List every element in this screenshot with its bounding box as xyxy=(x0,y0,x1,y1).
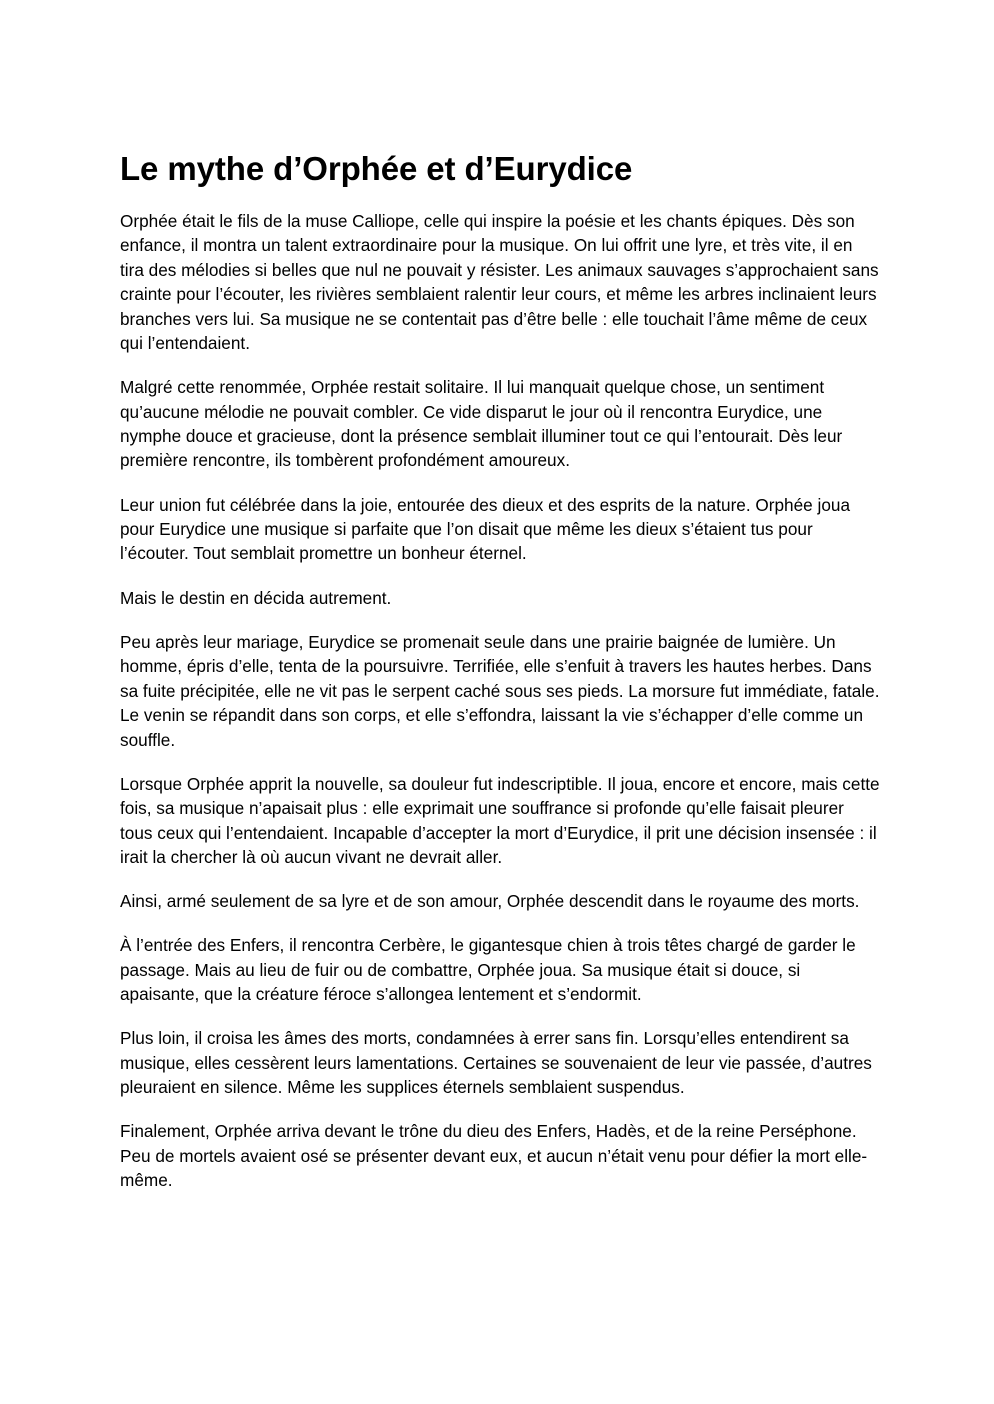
paragraph: Finalement, Orphée arriva devant le trône du dieu des Enfers, Hadès, et de la reine Perséphone. Peu de mortels avaient osé se présenter devant eux, et aucun n’était venu pour défier la mort elle-même. xyxy=(120,1121,868,1191)
paragraph: Leur union fut célébrée dans la joie, entourée des dieux et des esprits de la nature. Orphée joua pour Eurydice une musique si parfaite que l’on disait que même les dieux s’étaient tus pour l’écouter. Tout semblait promettre un bonheur éternel. xyxy=(120,494,850,564)
document-page xyxy=(120,148,880,1212)
paragraph: Mais le destin en décida autrement. xyxy=(120,587,392,608)
paragraph: Lorsque Orphée apprit la nouvelle, sa douleur fut indescriptible. Il joua, encore et encore, mais cette fois, sa musique n’apaisait plus : elle exprimait une souffrance si profonde qu’elle faisait pleurer tous ceux qui l’entendaient. Incapable d’accepter la mort d’Eurydice, il prit une décision insensée : il irait la chercher là où aucun vivant ne devrait aller. xyxy=(120,773,880,867)
paragraph: Peu après leur mariage, Eurydice se promenait seule dans une prairie baignée de lumière. Un homme, épris d’elle, tenta de la poursuivre. Terrifiée, elle s’enfuit à travers les hautes herbes. Dans sa fuite précipitée, elle ne vit pas le serpent caché sous ses pieds. La morsure fut immédiate, fatale. Le venin se répandit dans son corps, et elle s’effondra, laissant la vie s’échapper d’elle comme un souffle. xyxy=(120,631,880,750)
paragraph: Plus loin, il croisa les âmes des morts, condamnées à errer sans fin. Lorsqu’elles entendirent sa musique, elles cessèrent leurs lamentations. Certaines se souvenaient de leur vie passée, d’autres pleuraient en silence. Même les supplices éternels semblaient suspendus. xyxy=(120,1028,872,1098)
paragraph: Orphée était le fils de la muse Calliope, celle qui inspire la poésie et les chants épiques. Dès son enfance, il montra un talent extraordinaire pour la musique. On lui offrit une lyre, et très vite, il en tira des mélodies si belles que nul ne pouvait y résister. Les animaux sauvages s’approchaient sans crainte pour l’écouter, les rivières semblaient ralentir leur cours, et même les arbres inclinaient leurs branches vers lui. Sa musique ne se contentait pas d’être belle : elle touchait l’âme même de ceux qui l’entendaient. xyxy=(120,211,879,354)
paragraph: Malgré cette renommée, Orphée restait solitaire. Il lui manquait quelque chose, un sentiment qu’aucune mélodie ne pouvait combler. Ce vide disparut le jour où il rencontra Eurydice, une nymphe douce et gracieuse, dont la présence semblait illuminer tout ce qui l’entourait. Dès leur première rencontre, ils tombèrent profondément amoureux. xyxy=(120,377,843,471)
document-title: Le mythe d’Orphée et d’Eurydice xyxy=(120,150,633,187)
paragraph: Ainsi, armé seulement de sa lyre et de son amour, Orphée descendit dans le royaume des morts. xyxy=(120,891,860,912)
paragraph: À l’entrée des Enfers, il rencontra Cerbère, le gigantesque chien à trois têtes chargé de garder le passage. Mais au lieu de fuir ou de combattre, Orphée joua. Sa musique était si douce, si apaisante, que la créature féroce s’allongea lentement et s’endormit. xyxy=(120,935,856,1005)
